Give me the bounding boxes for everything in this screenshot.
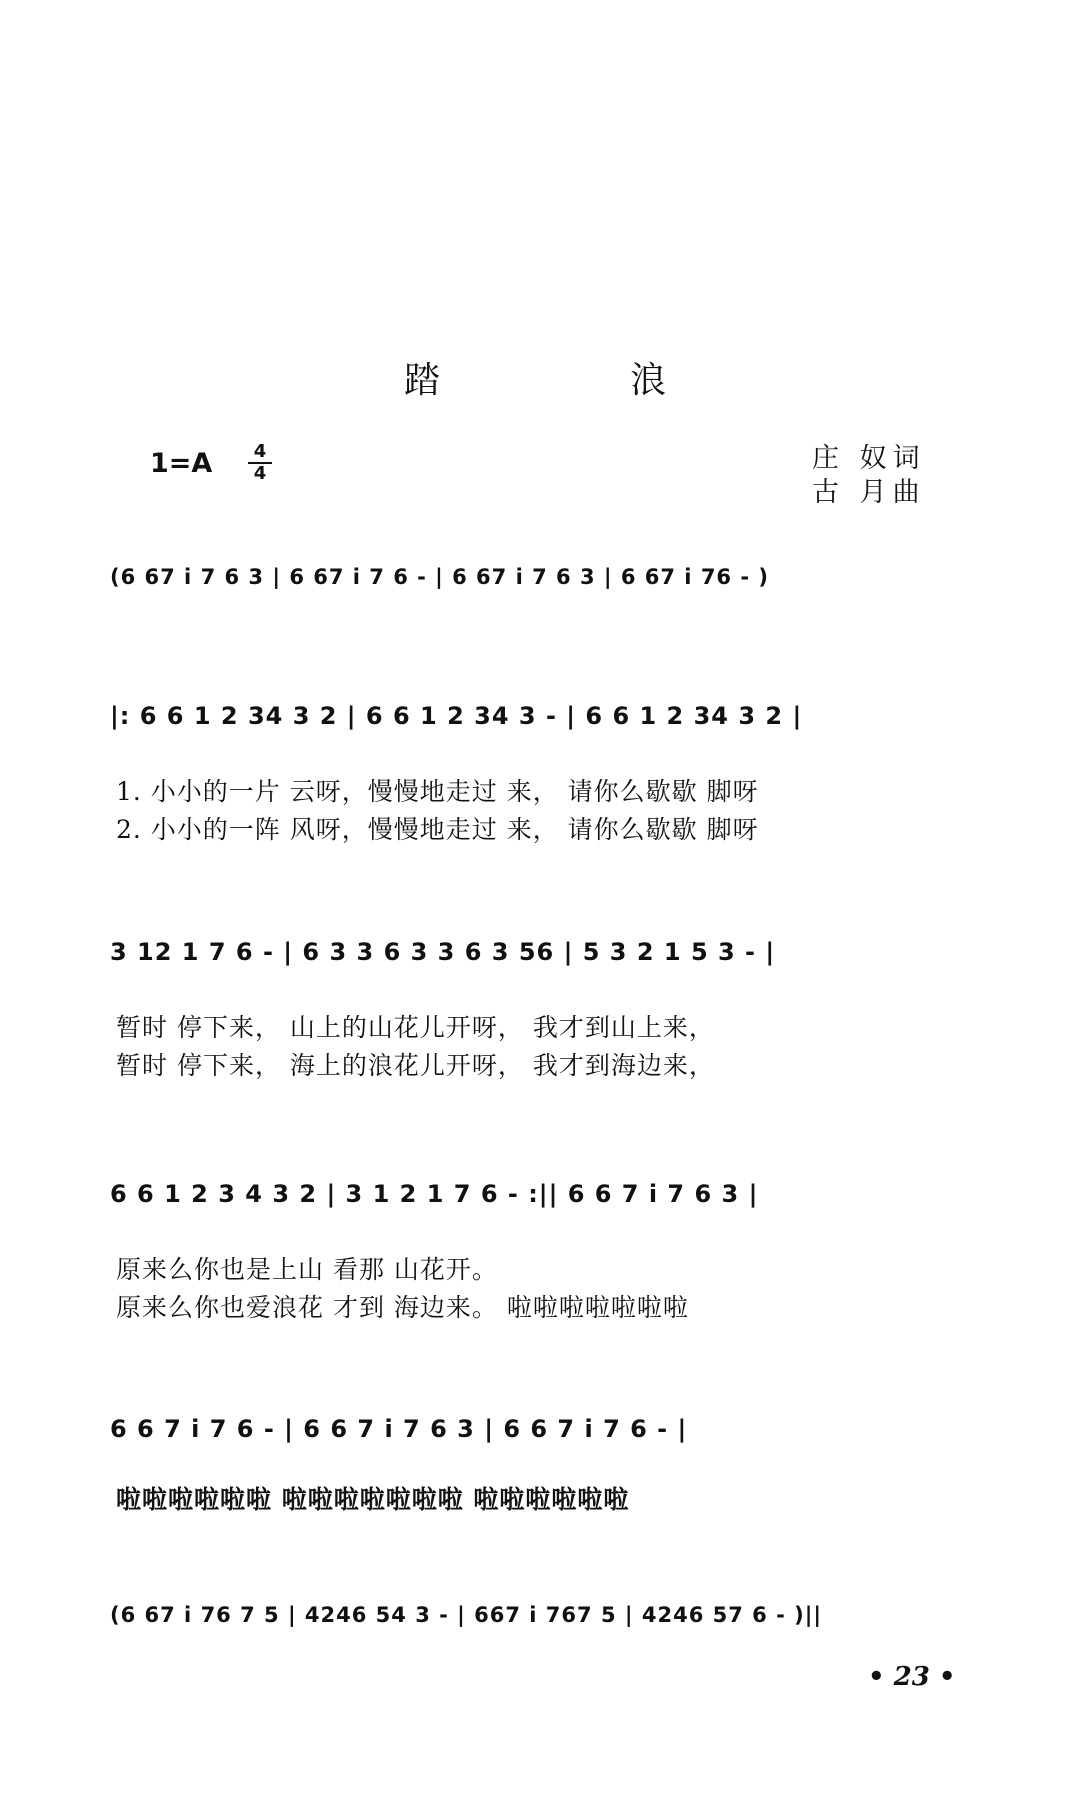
- title-char-1: 踏: [404, 360, 441, 401]
- time-signature: [248, 442, 272, 484]
- line3-notes: 3 12 1 7 6 - | 6 3 3 6 3 3 6 3 56 | 5 3 2 1 5 3 - |: [110, 938, 776, 966]
- score-line-outro: [110, 1603, 990, 1647]
- lyric-line4-verse1: 原来么你也是上山 看那 山花开。: [116, 1255, 498, 1284]
- lyric-line3-verse1: 暂时 停下来， 山上的山花儿开呀， 我才到山上来，: [116, 1013, 715, 1042]
- meter-bottom: 4: [253, 463, 267, 484]
- score-line-intro: [110, 565, 990, 609]
- title-char-2: 浪: [630, 360, 667, 401]
- page-number: • 23 •: [868, 1662, 956, 1692]
- line4-notes: 6 6 1 2 3 4 3 2 | 3 1 2 1 7 6 - :|| 6 6 7 i 7 6 3 |: [110, 1180, 759, 1208]
- outro-notes: (6 67 i 76 7 5 | 4246 54 3 - | 667 i 767 5 | 4246 57 6 - )||: [110, 1603, 823, 1627]
- composer-credit: 古 月曲: [812, 477, 926, 508]
- score-line-2: [110, 702, 990, 746]
- lyric-line5: 啦啦啦啦啦啦 啦啦啦啦啦啦啦 啦啦啦啦啦啦: [116, 1485, 630, 1514]
- lyric-line4-verse2: 原来么你也爱浪花 才到 海边来。 啦啦啦啦啦啦啦: [116, 1293, 689, 1322]
- line5-notes: 6 6 7 i 7 6 - | 6 6 7 i 7 6 3 | 6 6 7 i 7 6 - |: [110, 1415, 688, 1443]
- lyricist-credit: 庄 奴词: [812, 443, 926, 474]
- key-signature: 1=A: [150, 448, 213, 479]
- meter-top: 4: [253, 441, 267, 462]
- lyric-line2-verse1: 1. 小小的一片 云呀，慢慢地走过 来， 请你么歇歇 脚呀: [116, 777, 759, 806]
- score-line-5: [110, 1415, 990, 1459]
- lyric-line2-verse2: 2. 小小的一阵 风呀，慢慢地走过 来， 请你么歇歇 脚呀: [116, 815, 759, 844]
- score-line-4: [110, 1180, 990, 1224]
- lyric-line3-verse2: 暂时 停下来， 海上的浪花儿开呀， 我才到海边来，: [116, 1051, 715, 1080]
- intro-notes: (6 67 i 7 6 3 | 6 67 i 7 6 - | 6 67 i 7 6 3 | 6 67 i 76 - ): [110, 565, 769, 589]
- line2-notes: |: 6 6 1 2 34 3 2 | 6 6 1 2 34 3 - | 6 6 1 2 34 3 2 |: [110, 702, 803, 730]
- score-line-3: [110, 938, 990, 982]
